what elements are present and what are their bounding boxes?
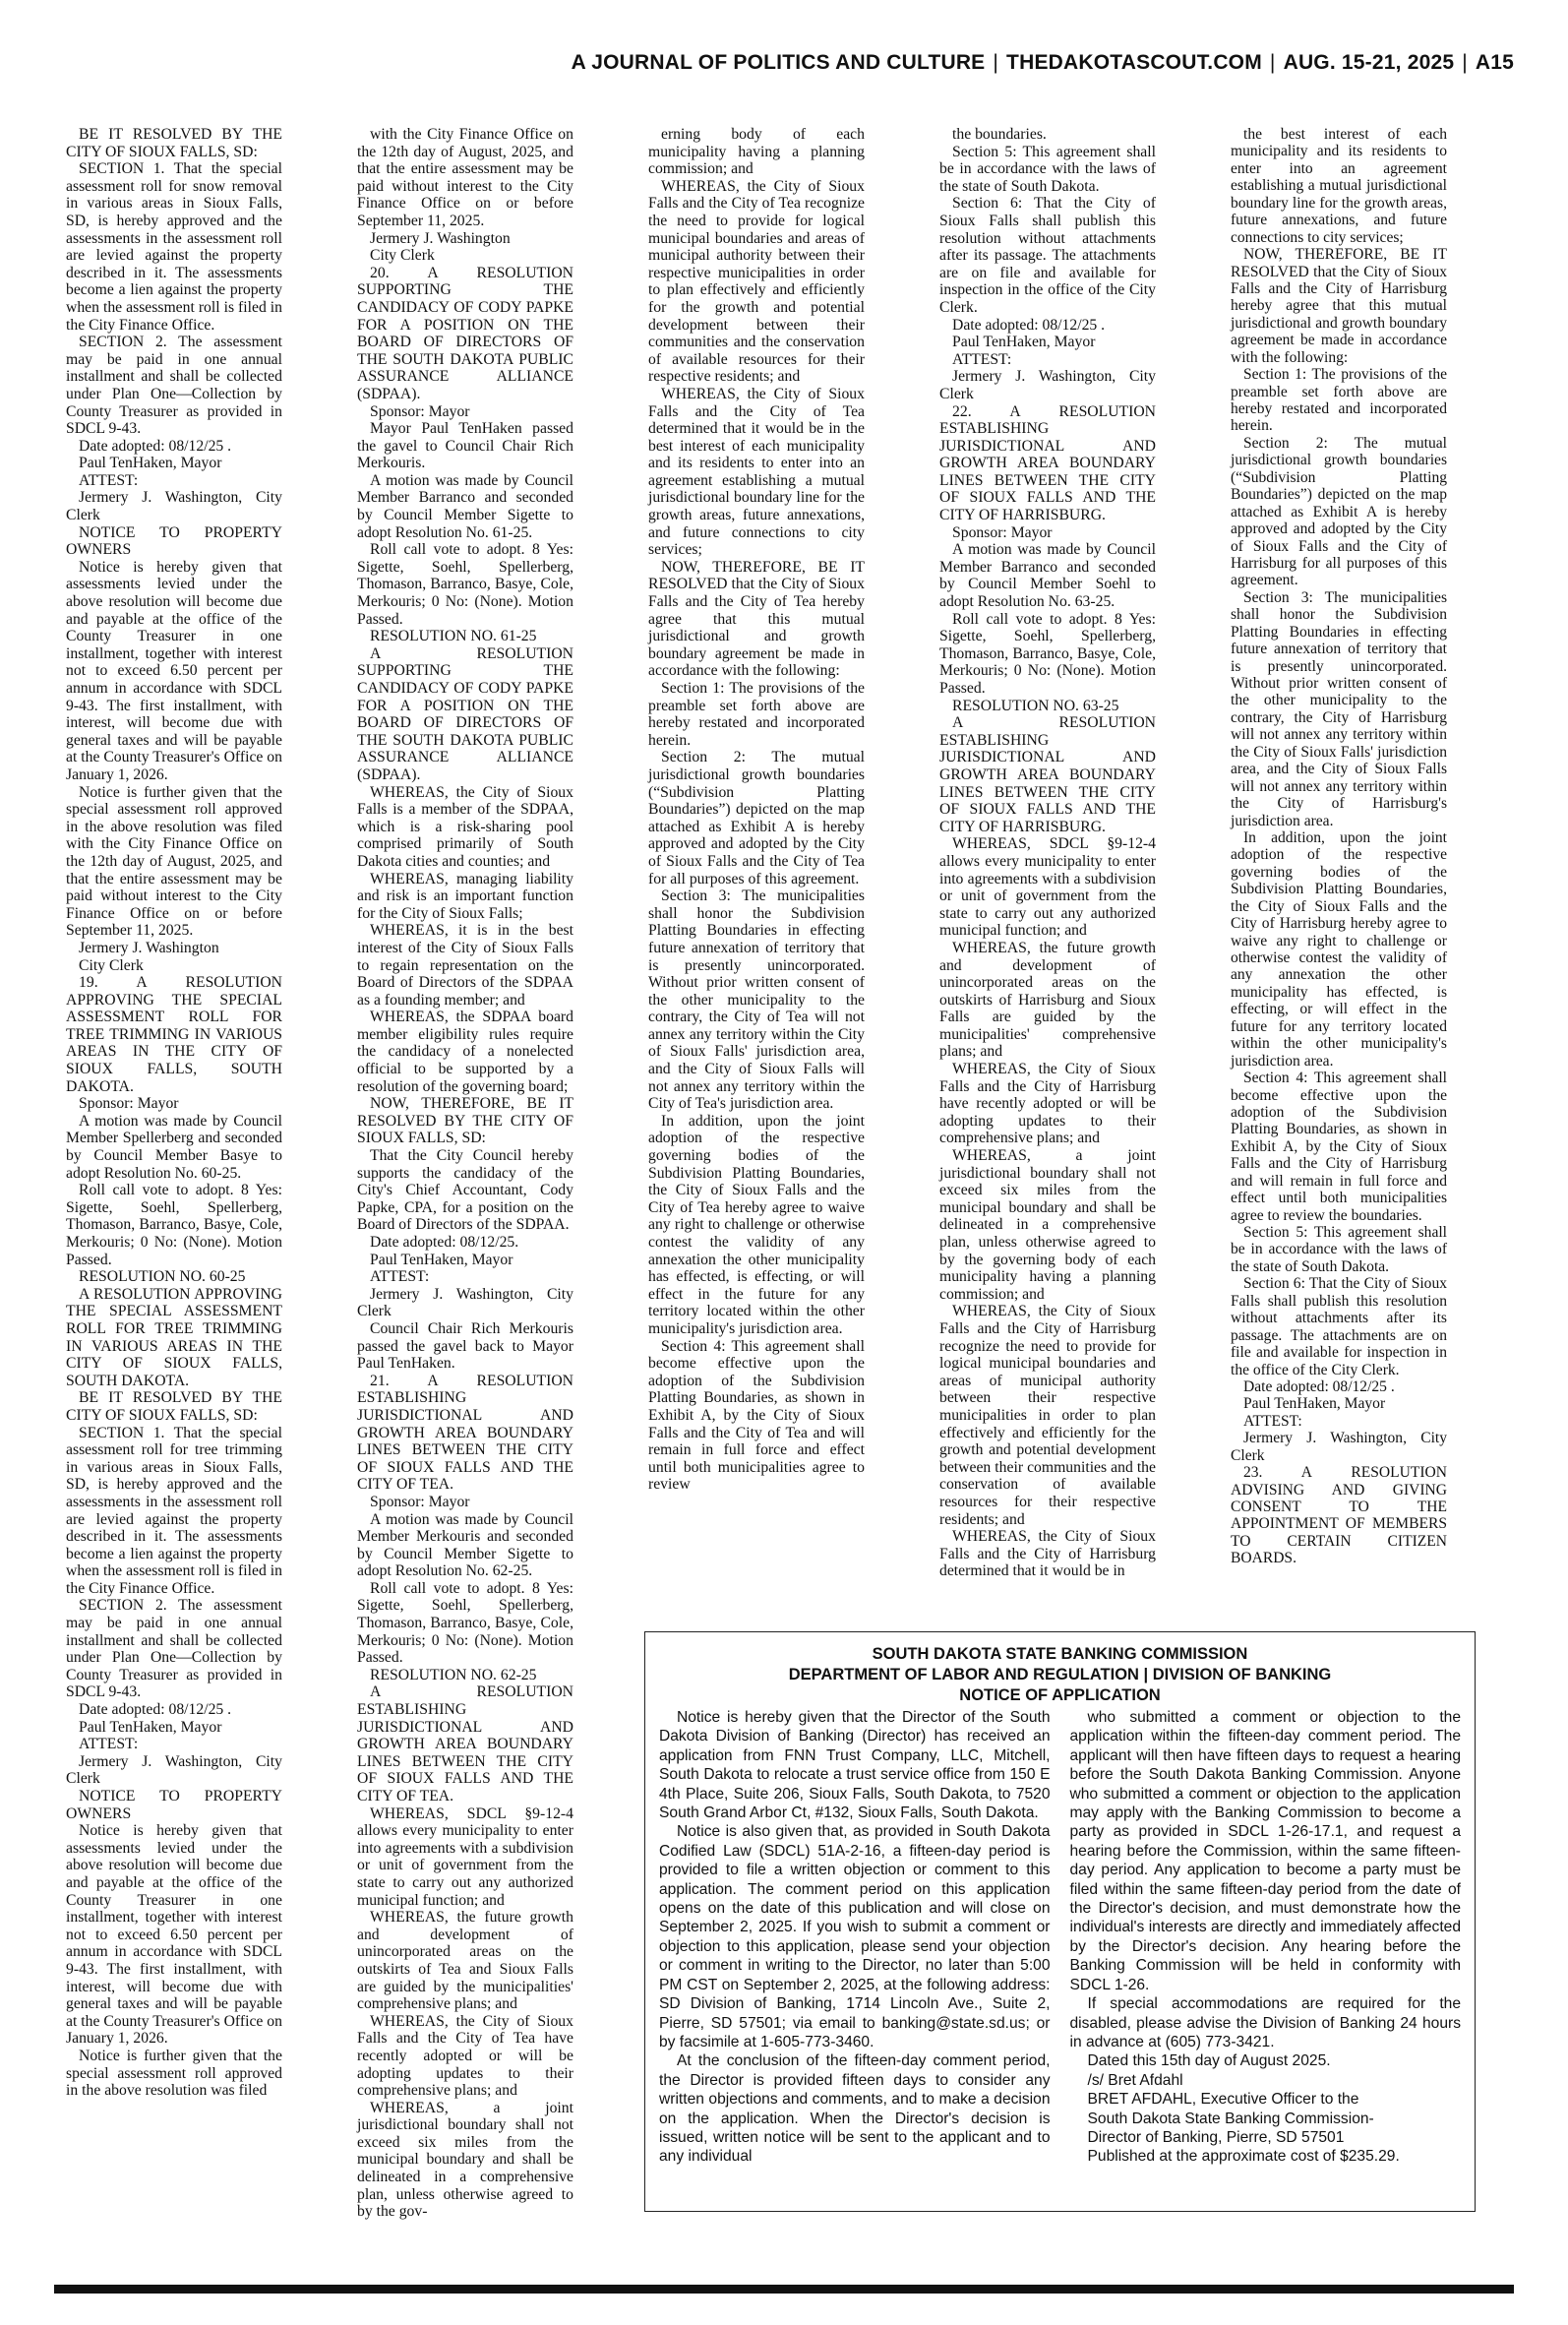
legal-paragraph: Section 6: That the City of Sioux Falls shall publish this resolution without attachments after its passage. The attachments are on file and available for inspection in the office of the City Clerk. <box>939 195 1156 316</box>
legal-paragraph: WHEREAS, a joint jurisdictional boundary shall not exceed six miles from the municipal boundary and shall be delineated in a comprehensive plan, unless otherwise agreed to by the governing body of each municipality having a planning commission; and <box>939 1147 1156 1303</box>
legal-paragraph: ATTEST: <box>79 1736 139 1753</box>
page-header: A JOURNAL OF POLITICS AND CULTURE | THEDAKOTASCOUT.COM | AUG. 15-21, 2025 | A15 <box>571 51 1514 74</box>
legal-paragraph: WHEREAS, it is in the best interest of the City of Sioux Falls to regain representation on the Board of Directors of the SDPAA as a founding member; and <box>357 922 573 1009</box>
legal-paragraph: Notice is hereby given that assessments levied under the above resolution will become due and payable at the office of the County Treasurer in one installment, together with interest not to exceed 6.50 percent per annum in accordance with SDCL 9-43. The first installment, with interest, will become due with general taxes and will be payable at the County Treasurer's Office on January 1, 2026. <box>66 558 282 783</box>
legal-paragraph: A motion was made by Council Member Barranco and seconded by Council Member Sigette to adopt Resolution No. 61-25. <box>357 471 573 541</box>
notice-paragraph: BRET AFDAHL, Executive Officer to the <box>1087 2091 1359 2109</box>
legal-paragraph: A RESOLUTION ESTABLISHING JURISDICTIONAL AND GROWTH AREA BOUNDARY LINES BETWEEN THE CITY OF SIOUX FALLS AND THE CITY OF TEA. <box>357 1683 573 1805</box>
legal-paragraph: Roll call vote to adopt. 8 Yes: Sigette, Soehl, Spellerberg, Thomason, Barranco, Basye, Cole, Merkouris; 0 No: (None). Motion Passed. <box>66 1182 282 1268</box>
legal-paragraph: 20. A RESOLUTION SUPPORTING THE CANDIDACY OF CODY PAPKE FOR A POSITION ON THE BOARD OF DIRECTORS OF THE SOUTH DAKOTA PUBLIC ASSURANCE ALLIANCE (SDPAA). <box>357 264 573 402</box>
legal-paragraph: Jermery J. Washington, City Clerk <box>1231 1430 1447 1464</box>
legal-paragraph: WHEREAS, the City of Sioux Falls and the City of Tea recognize the need to provide for logical municipal boundaries and areas of municipal authority between their respective municipalities in order to plan effectively and efficiently for the growth and potential development between their communities and the conservation of available resources for their respective residents; and <box>648 177 865 386</box>
legal-paragraph: NOW, THEREFORE, BE IT RESOLVED that the City of Sioux Falls and the City of Tea hereby agree that this mutual jurisdictional and growth boundary agreement be made in accordance with the following: <box>648 558 865 680</box>
legal-paragraph: City Clerk <box>79 956 144 974</box>
legal-paragraph: Roll call vote to adopt. 8 Yes: Sigette, Soehl, Spellerberg, Thomason, Barranco, Basye, Cole, Merkouris; 0 No: (None). Motion Passed. <box>357 1579 573 1667</box>
notice-paragraph: South Dakota State Banking Commission- <box>1087 2110 1374 2127</box>
legal-paragraph: SECTION 1. That the special assessment roll for tree trimming in various areas in Sioux Falls, SD, is hereby approved and the assessments in the assessment roll are levied against the property described in it. The assessments become a lien against the property when the assessment roll is filed in the City Finance Office. <box>66 1424 282 1597</box>
legal-paragraph: Paul TenHaken, Mayor <box>1243 1395 1386 1413</box>
legal-paragraph: Date adopted: 08/12/25 . <box>952 316 1106 334</box>
legal-paragraph: Jermery J. Washington <box>370 229 511 247</box>
legal-paragraph: Jermery J. Washington, City Clerk <box>357 1285 573 1320</box>
legal-paragraph: City Clerk <box>370 247 435 265</box>
legal-paragraph: WHEREAS, the City of Sioux Falls and the City of Tea determined that it would be in the best interest of each municipality and its residents to enter into an agreement establishing a mutual jurisdictional boundary line for the growth areas, future annexations, and future connections to city services; <box>648 385 865 559</box>
legal-column-5 <box>1231 126 1447 1610</box>
legal-paragraph: Section 5: This agreement shall be in accordance with the laws of the state of South Dakota. <box>1231 1224 1447 1275</box>
legal-paragraph: Jermery J. Washington, City Clerk <box>939 368 1156 402</box>
legal-paragraph: Section 4: This agreement shall become effective upon the adoption of the Subdivision Platting Boundaries, as shown in Exhibit A, by the City of Sioux Falls and the City of Harrisburg and will remain in full force and effect until both municipalities agree to review the boundaries. <box>1231 1070 1447 1224</box>
legal-paragraph: Jermery J. Washington <box>79 939 219 956</box>
legal-paragraph: WHEREAS, the City of Sioux Falls is a member of the SDPAA, which is a risk-sharing pool comprised primarily of South Dakota cities and counties; and <box>357 783 573 870</box>
legal-column-4 <box>939 126 1156 1610</box>
notice-paragraph: At the conclusion of the fifteen-day comment period, the Director is provided fifteen days to consider any written objections and comments, and to make a decision on the application. When the Director's decision is issued, written notice will be sent to the applicant and to any individual <box>659 2052 1051 2166</box>
page-number: A15 <box>1475 51 1514 74</box>
legal-paragraph: Notice is further given that the special assessment roll approved in the above resolution was filed with the City Finance Office on the 12th day of August, 2025, and that the entire assessment may be paid without interest to the City Finance Office on or before September 11, 2025. <box>66 783 282 940</box>
legal-paragraph: Section 3: The municipalities shall honor the Subdivision Platting Boundaries in effecting future annexation of territory that is presently unincorporated. Without prior written consent of the other municipality to the contrary, the City of Tea will not annex any territory within the City of Sioux Falls' jurisdiction area, and the City of Sioux Falls will not annex any territory within the City of Tea's jurisdiction area. <box>648 887 865 1113</box>
legal-paragraph: WHEREAS, a joint jurisdictional boundary shall not exceed six miles from the municipal boundary and shall be delineated in a comprehensive plan, unless otherwise agreed to by the gov- <box>357 2099 573 2221</box>
notice-title-commission: SOUTH DAKOTA STATE BANKING COMMISSION <box>872 1645 1248 1663</box>
legal-paragraph: Jermery J. Washington, City Clerk <box>66 1752 282 1788</box>
legal-paragraph: A RESOLUTION ESTABLISHING JURISDICTIONAL AND GROWTH AREA BOUNDARY LINES BETWEEN THE CITY OF SIOUX FALLS AND THE CITY OF HARRISBURG. <box>939 714 1156 835</box>
legal-paragraph: the best interest of each municipality and its residents to enter into an agreement establishing a mutual jurisdictional boundary line for the growth areas, future annexations, and future connections to city services; <box>1231 126 1447 246</box>
legal-paragraph: WHEREAS, managing liability and risk is an important function for the City of Sioux Falls; <box>357 870 573 922</box>
bottom-rule <box>54 2285 1514 2294</box>
legal-paragraph: SECTION 2. The assessment may be paid in one annual installment and shall be collected under Plan One—Collection by County Treasurer as provided in SDCL 9-43. <box>66 334 282 438</box>
legal-paragraph: Paul TenHaken, Mayor <box>370 1251 513 1268</box>
legal-paragraph: Jermery J. Washington, City Clerk <box>66 489 282 524</box>
legal-paragraph: Date adopted: 08/12/25. <box>370 1234 519 1251</box>
legal-column-3 <box>648 126 865 1610</box>
legal-paragraph: A RESOLUTION APPROVING THE SPECIAL ASSESSMENT ROLL FOR TREE TRIMMING IN VARIOUS AREAS IN THE CITY OF SIOUX FALLS, SOUTH DAKOTA. <box>66 1285 282 1389</box>
legal-paragraph: 22. A RESOLUTION ESTABLISHING JURISDICTIONAL AND GROWTH AREA BOUNDARY LINES BETWEEN THE CITY OF SIOUX FALLS AND THE CITY OF HARRISBURG. <box>939 402 1156 524</box>
legal-paragraph: WHEREAS, SDCL §9-12-4 allows every municipality to enter into agreements with a subdivision or unit of government from the state to carry out any authorized municipal function; and <box>939 835 1156 940</box>
legal-paragraph: WHEREAS, the future growth and development of unincorporated areas on the outskirts of Harrisburg and Sioux Falls are guided by the municipalities' comprehensive plans; and <box>939 939 1156 1061</box>
legal-paragraph: That the City Council hereby supports the candidacy of the City's Chief Accountant, Cody Papke, CPA, for a position on the Board of Directors of the SDPAA. <box>357 1147 573 1234</box>
legal-paragraph: RESOLUTION NO. 63-25 <box>952 697 1119 714</box>
legal-paragraph: Notice is hereby given that assessments levied under the above resolution will become due and payable at the office of the County Treasurer in one installment, together with interest not to exceed 6.50 percent per annum in accordance with SDCL 9-43. The first installment, with interest, will become due with general taxes and will be payable at the County Treasurer's Office on January 1, 2026. <box>66 1822 282 2048</box>
legal-paragraph: ATTEST: <box>952 350 1012 368</box>
legal-paragraph: WHEREAS, the City of Sioux Falls and the City of Harrisburg recognize the need to provide for logical municipal boundaries and areas of municipal authority between their respective municipalities in order to plan effectively and efficiently for the growth and potential development between their communities and the conservation of available resources for their respective residents; and <box>939 1303 1156 1528</box>
legal-paragraph: RESOLUTION NO. 61-25 <box>370 628 537 645</box>
notice-paragraph: /s/ Bret Afdahl <box>1087 2071 1183 2089</box>
legal-paragraph: Roll call vote to adopt. 8 Yes: Sigette, Soehl, Spellerberg, Thomason, Barranco, Basye, Cole, Merkouris; 0 No: (None). Motion Passed. <box>357 541 573 628</box>
legal-paragraph: NOW, THEREFORE, BE IT RESOLVED that the City of Sioux Falls and the City of Harrisburg hereby agree that this mutual jurisdictional and growth boundary agreement be made in accordance with the following: <box>1231 246 1447 366</box>
legal-paragraph: RESOLUTION NO. 62-25 <box>370 1666 537 1683</box>
notice-paragraph: who submitted a comment or objection to the application within the fifteen-day comment period. The applicant will then have fifteen days to request a hearing before the South Dakota Banking Commission. Anyone who submitted a comment or objection to the application may apply with the Banking Commission to become a party as provided in SDCL 1-26-17.1, and request a hearing before the Commission, within the same fifteen-day period. Any application to become a party must be filed within the same fifteen-day period from the date of the Director's decision, and must demonstrate how the individual's interests are directly and immediately affected by the Director's decision. Any hearing before the Banking Commission will be held in conformity with SDCL 1-26. <box>1069 1709 1461 1993</box>
legal-paragraph: Sponsor: Mayor <box>370 1493 470 1510</box>
legal-paragraph: Roll call vote to adopt. 8 Yes: Sigette, Soehl, Spellerberg, Thomason, Barranco, Basye, Cole, Merkouris; 0 No: (None). Motion Passed. <box>939 610 1156 697</box>
notice-paragraph: Director of Banking, Pierre, SD 57501 <box>1087 2128 1345 2146</box>
issue-date: AUG. 15-21, 2025 <box>1283 51 1455 74</box>
banking-notice-box <box>644 1631 1476 2212</box>
legal-paragraph: Section 4: This agreement shall become effective upon the adoption of the Subdivision Platting Boundaries, as shown in Exhibit A, by the City of Sioux Falls and the City of Tea and will remain in full force and effect until both municipalities agree to review <box>648 1337 865 1494</box>
legal-paragraph: Mayor Paul TenHaken passed the gavel to Council Chair Rich Merkouris. <box>357 420 573 472</box>
legal-paragraph: ATTEST: <box>1243 1412 1302 1430</box>
legal-paragraph: SECTION 2. The assessment may be paid in one annual installment and shall be collected under Plan One—Collection by County Treasurer as provided in SDCL 9-43. <box>66 1597 282 1701</box>
legal-paragraph: In addition, upon the joint adoption of the respective governing bodies of the Subdivision Platting Boundaries, the City of Sioux Falls and the City of Tea hereby agree to waive any right to challenge or otherwise contest the validity of any annexation the other municipality has effected, is effecting, or will effect in the future for any territory located within the other municipality's jurisdiction area. <box>648 1112 865 1337</box>
legal-paragraph: Section 1: The provisions of the preamble set forth above are hereby restated and incorporated herein. <box>1231 366 1447 435</box>
legal-paragraph: NOTICE TO PROPERTY OWNERS <box>66 1788 282 1822</box>
legal-paragraph: Notice is further given that the special assessment roll approved in the above resolution was filed <box>66 2047 282 2100</box>
notice-title-department: DEPARTMENT OF LABOR AND REGULATION | DIVISION OF BANKING <box>788 1666 1332 1683</box>
legal-paragraph: Section 6: That the City of Sioux Falls shall publish this resolution without attachments after its passage. The attachments are on file and available for inspection in the office of the City Clerk. <box>1231 1275 1447 1378</box>
notice-title-application: NOTICE OF APPLICATION <box>959 1686 1161 1704</box>
notice-paragraph: Notice is also given that, as provided in South Dakota Codified Law (SDCL) 51A-2-16, a fifteen-day period is provided to file a written objection or comment to this application. The comment period on this application opens on the date of this publication and will close on September 2, 2025. If you wish to submit a comment or objection to this application, please send your objection or comment in writing to the Director, no later than 5:00 PM CST on September 2, 2025, at the following address: SD Division of Banking, 1714 Lincoln Ave., Suite 2, Pierre, SD 57501; via email to banking@state.sd.us; or by facsimile at 1-605-773-3460. <box>659 1823 1051 2050</box>
notice-right-column <box>1070 1708 1462 2167</box>
legal-paragraph: 23. A RESOLUTION ADVISING AND GIVING CONSENT TO THE APPOINTMENT OF MEMBERS TO CERTAIN CITIZEN BOARDS. <box>1231 1464 1447 1567</box>
notice-paragraph: Notice is hereby given that the Director of the South Dakota Division of Banking (Director) has received an application from FNN Trust Company, LLC, Mitchell, South Dakota to relocate a trust service office from 150 E 4th Place, Suite 206, Sioux Falls, South Dakota, to 7520 South Grand Arbor Ct, #132, Sioux Falls, South Dakota. <box>659 1709 1051 1822</box>
legal-paragraph: ATTEST: <box>370 1268 430 1286</box>
legal-paragraph: erning body of each municipality having a planning commission; and <box>648 126 865 178</box>
legal-paragraph: WHEREAS, the future growth and development of unincorporated areas on the outskirts of Tea and Sioux Falls are guided by the municipalities' comprehensive plans; and <box>357 1909 573 2013</box>
legal-column-1 <box>66 126 282 2100</box>
legal-paragraph: the boundaries. <box>952 126 1047 143</box>
legal-paragraph: 21. A RESOLUTION ESTABLISHING JURISDICTIONAL AND GROWTH AREA BOUNDARY LINES BETWEEN THE CITY OF SIOUX FALLS AND THE CITY OF TEA. <box>357 1372 573 1494</box>
legal-paragraph: A motion was made by Council Member Merkouris and seconded by Council Member Sigette to adopt Resolution No. 62-25. <box>357 1510 573 1580</box>
notice-paragraph: Dated this 15th day of August 2025. <box>1087 2052 1331 2070</box>
legal-paragraph: Section 5: This agreement shall be in accordance with the laws of the state of South Dakota. <box>939 143 1156 195</box>
legal-paragraph: Paul TenHaken, Mayor <box>952 334 1096 351</box>
legal-paragraph: Paul TenHaken, Mayor <box>79 1718 222 1736</box>
notice-left-column <box>659 1708 1051 2167</box>
legal-paragraph: Date adopted: 08/12/25 . <box>79 1701 232 1719</box>
legal-paragraph: Section 2: The mutual jurisdictional growth boundaries (“Subdivision Platting Boundaries”) depicted on the map attached as Exhibit A is hereby approved and adopted by the City of Sioux Falls and the City of Tea for all purposes of this agreement. <box>648 749 865 887</box>
legal-paragraph: WHEREAS, SDCL §9-12-4 allows every municipality to enter into agreements with a subdivision or unit of government from the state to carry out any authorized municipal function; and <box>357 1805 573 1909</box>
legal-paragraph: Date adopted: 08/12/25 . <box>1243 1377 1395 1395</box>
legal-paragraph: WHEREAS, the SDPAA board member eligibility rules require the candidacy of a nonelected official to be supported by a resolution of the governing board; <box>357 1009 573 1095</box>
journal-tagline: A JOURNAL OF POLITICS AND CULTURE <box>571 51 986 74</box>
legal-paragraph: WHEREAS, the City of Sioux Falls and the City of Harrisburg determined that it would be in <box>939 1528 1156 1580</box>
legal-paragraph: Sponsor: Mayor <box>370 402 470 420</box>
legal-paragraph: Sponsor: Mayor <box>952 523 1053 541</box>
legal-paragraph: A motion was made by Council Member Spellerberg and seconded by Council Member Basye to adopt Resolution No. 60-25. <box>66 1112 282 1182</box>
legal-paragraph: ATTEST: <box>79 471 139 489</box>
legal-column-2 <box>357 126 573 2221</box>
legal-paragraph: Date adopted: 08/12/25 . <box>79 437 232 455</box>
legal-paragraph: Section 1: The provisions of the preamble set forth above are hereby restated and incorporated herein. <box>648 680 865 749</box>
site-url[interactable]: THEDAKOTASCOUT.COM <box>1006 51 1262 74</box>
legal-paragraph: NOW, THEREFORE, BE IT RESOLVED BY THE CITY OF SIOUX FALLS, SD: <box>357 1095 573 1147</box>
legal-paragraph: Sponsor: Mayor <box>79 1095 179 1113</box>
legal-paragraph: A RESOLUTION SUPPORTING THE CANDIDACY OF CODY PAPKE FOR A POSITION ON THE BOARD OF DIRECTORS OF THE SOUTH DAKOTA PUBLIC ASSURANCE ALLIANCE (SDPAA). <box>357 644 573 783</box>
legal-paragraph: In addition, upon the joint adoption of the respective governing bodies of the Subdivision Platting Boundaries, the City of Sioux Falls and the City of Harrisburg hereby agree to waive any right to challenge or otherwise contest the validity of any annexation the other municipality has effected, is effecting, or will effect in the future for any territory located within the other municipality's jurisdiction area. <box>1231 828 1447 1070</box>
legal-paragraph: Section 2: The mutual jurisdictional growth boundaries (“Subdivision Platting Boundaries”) depicted on the map attached as Exhibit A is hereby approved and adopted by the City of Sioux Falls and the City of Harrisburg for all purposes of this agreement. <box>1231 434 1447 589</box>
legal-paragraph: with the City Finance Office on the 12th day of August, 2025, and that the entire assessment may be paid without interest to the City Finance Office on or before September 11, 2025. <box>357 126 573 229</box>
notice-paragraph: If special accommodations are required for the disabled, please advise the Division of Banking 24 hours in advance at (605) 773-3421. <box>1069 1995 1461 2050</box>
legal-paragraph: RESOLUTION NO. 60-25 <box>79 1268 246 1286</box>
legal-paragraph: WHEREAS, the City of Sioux Falls and the City of Harrisburg have recently adopted or will be adopting updates to their comprehensive plans; and <box>939 1061 1156 1147</box>
notice-paragraph: Published at the approximate cost of $235.29. <box>1087 2148 1400 2166</box>
legal-paragraph: NOTICE TO PROPERTY OWNERS <box>66 523 282 559</box>
legal-paragraph: 19. A RESOLUTION APPROVING THE SPECIAL ASSESSMENT ROLL FOR TREE TRIMMING IN VARIOUS AREAS IN THE CITY OF SIOUX FALLS, SOUTH DAKOTA. <box>66 974 282 1095</box>
legal-paragraph: Section 3: The municipalities shall honor the Subdivision Platting Boundaries in effecting future annexation of territory that is presently unincorporated. Without prior written consent of the other municipality to the contrary, the City of Harrisburg will not annex any territory within the City of Sioux Falls' jurisdiction area, and the City of Sioux Falls will not annex any territory within the City of Harrisburg's jurisdiction area. <box>1231 588 1447 829</box>
legal-paragraph: Council Chair Rich Merkouris passed the gavel back to Mayor Paul TenHaken. <box>357 1319 573 1373</box>
legal-paragraph: WHEREAS, the City of Sioux Falls and the City of Tea have recently adopted or will be adopting updates to their comprehensive plans; and <box>357 2012 573 2100</box>
legal-paragraph: BE IT RESOLVED BY THE CITY OF SIOUX FALLS, SD: <box>66 126 282 160</box>
legal-paragraph: A motion was made by Council Member Barranco and seconded by Council Member Soehl to adopt Resolution No. 63-25. <box>939 541 1156 611</box>
legal-paragraph: BE IT RESOLVED BY THE CITY OF SIOUX FALLS, SD: <box>66 1389 282 1424</box>
legal-paragraph: Paul TenHaken, Mayor <box>79 455 222 472</box>
legal-paragraph: SECTION 1. That the special assessment roll for snow removal in various areas in Sioux Falls, SD, is hereby approved and the assessments in the assessment roll are levied against the property described in it. The assessments become a lien against the property when the assessment roll is filed in the City Finance Office. <box>66 160 282 334</box>
